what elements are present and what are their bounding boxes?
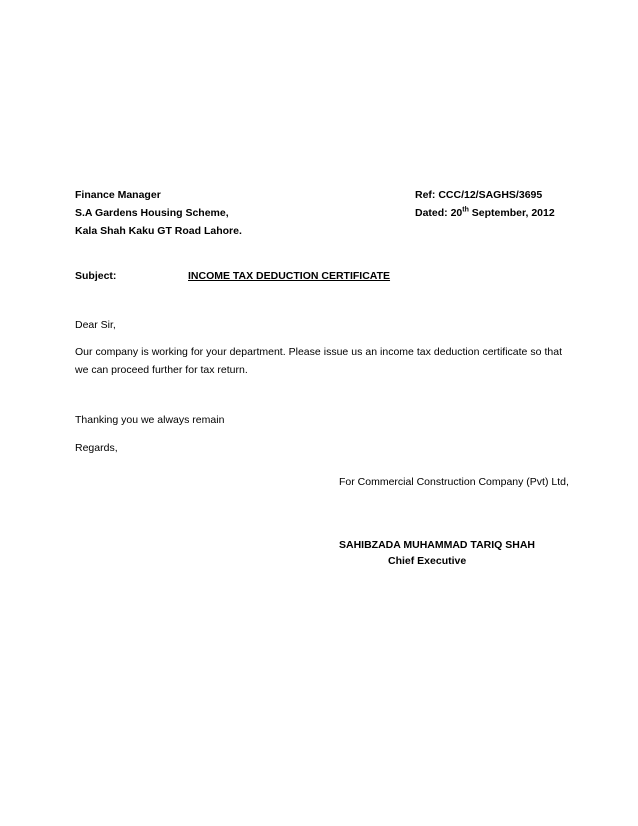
letter-body: Our company is working for your department. Please issue us an income tax deduction certificate so that we can proceed further for tax return.	[75, 346, 562, 376]
date-ordinal-suffix: th	[462, 206, 469, 214]
date-suffix: September, 2012	[468, 207, 555, 219]
reference-number: Ref: CCC/12/SAGHS/3695	[415, 189, 543, 201]
subject-label: Subject:	[75, 270, 117, 282]
salutation: Dear Sir,	[75, 319, 116, 331]
closing-line: Thanking you we always remain	[75, 414, 225, 426]
recipient-line-3: Kala Shah Kaku GT Road Lahore.	[75, 225, 242, 237]
recipient-line-2: S.A Gardens Housing Scheme,	[75, 207, 229, 219]
date-prefix: Dated: 20	[415, 207, 463, 219]
letter-date	[415, 204, 555, 222]
recipient-line-1: Finance Manager	[75, 189, 161, 201]
regards: Regards,	[75, 442, 118, 454]
company-signoff: For Commercial Construction Company (Pvt) Ltd,	[339, 476, 569, 488]
subject-text: INCOME TAX DEDUCTION CERTIFICATE	[188, 270, 391, 282]
signer-title: Chief Executive	[388, 555, 467, 567]
signer-name: SAHIBZADA MUHAMMAD TARIQ SHAH	[339, 539, 535, 551]
